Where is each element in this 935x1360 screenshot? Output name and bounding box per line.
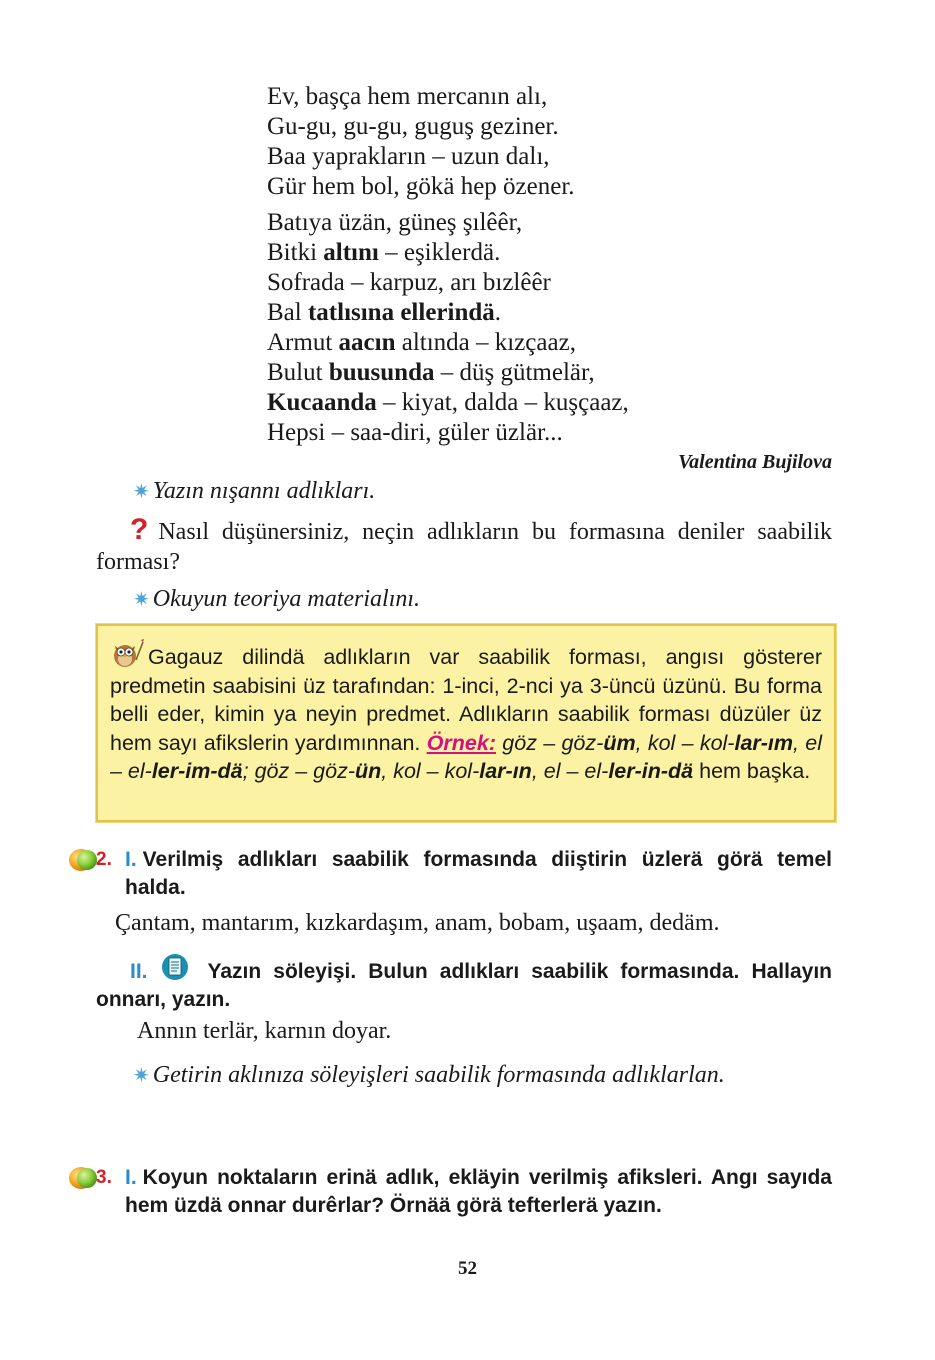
exercise-2 bbox=[96, 846, 832, 1091]
theory-closing: hem başka. bbox=[693, 759, 811, 783]
poem-text: Bulut bbox=[267, 359, 329, 386]
notebook-icon bbox=[162, 952, 188, 982]
poem-bold-word: aacın bbox=[338, 329, 396, 356]
poem-text: – eşiklerdä. bbox=[378, 239, 501, 266]
poem-text: Armut bbox=[267, 329, 339, 356]
poem-line bbox=[267, 418, 629, 448]
example-affix: ler-im-dä bbox=[151, 759, 243, 783]
poem-line bbox=[267, 358, 629, 388]
task-write-signs-text: Yazın nışannı adlıkları. bbox=[152, 478, 376, 504]
poem-text: – kiyat, dalda – kuşçaaz, bbox=[376, 389, 629, 416]
poem-text: Batıya üzän, güneş şılêêr, bbox=[267, 209, 523, 236]
poem-stanza-2 bbox=[267, 208, 629, 448]
exercise-2-extra-task-text: Getirin aklınıza söleyişleri saabilik formasında adlıklarlan. bbox=[152, 1062, 725, 1088]
example-word: , kol – kol- bbox=[635, 730, 735, 755]
question bbox=[96, 515, 832, 577]
exercise-3-part-1-text: Koyun noktaların erinä adlık, ekläyin verilmiş afiksleri. Angı sayıda hem üzdä onnar durêrlar? Örnää görä tefterlerä yazın. bbox=[125, 1166, 832, 1217]
task-read-theory-text: Okuyun teoriya materialını. bbox=[152, 586, 421, 612]
question-text: Nasıl düşünersiniz, neçin adlıkların bu formasına deniler saabilik forması? bbox=[96, 519, 832, 575]
exercise-2-part-1-text: Verilmiş adlıkları saabilik formasında diiştirin üzlerä görä temel halda. bbox=[125, 848, 832, 899]
poem-line bbox=[267, 388, 629, 418]
poem-text: Bitki bbox=[267, 239, 324, 266]
poem-bold-word: tatlısına ellerindä bbox=[307, 299, 495, 326]
poem-line bbox=[267, 238, 629, 268]
poem-line: Baa yaprakların – uzun dalı, bbox=[267, 143, 550, 170]
poem-text: . bbox=[494, 299, 502, 326]
poem-bold-word: Kucaanda bbox=[267, 389, 377, 416]
star-icon: ✷ bbox=[133, 589, 150, 611]
task-read-theory bbox=[133, 586, 420, 613]
question-mark-icon: ? bbox=[130, 513, 149, 546]
exercise-badge-icon bbox=[68, 848, 120, 872]
poem-line bbox=[267, 268, 629, 298]
poem-bold-word: altını bbox=[323, 239, 379, 266]
poem-author: Valentina Bujilova bbox=[678, 451, 832, 473]
page-number: 52 bbox=[458, 1258, 477, 1279]
example-label: Örnek: bbox=[426, 730, 497, 755]
exercise-3-part-1-instruction bbox=[96, 1164, 832, 1220]
example-affix: lar-ın bbox=[479, 759, 532, 783]
poem-line: Gür hem bol, gökä hep özener. bbox=[267, 173, 575, 200]
poem-line bbox=[267, 208, 629, 238]
poem-stanza-1 bbox=[267, 82, 629, 202]
exercise-3-number: 3. bbox=[96, 1167, 112, 1188]
exercise-2-part-1-instruction bbox=[96, 846, 832, 902]
exercise-3-part-1-roman: I. bbox=[125, 1166, 137, 1189]
example-affix: lar-ım bbox=[734, 730, 794, 755]
exercise-2-part-1-roman: I. bbox=[125, 848, 137, 871]
star-icon: ✷ bbox=[133, 1065, 150, 1087]
poem-line: Gu-gu, gu-gu, guguş geziner. bbox=[267, 113, 559, 140]
exercise-2-extra-task bbox=[96, 1060, 832, 1091]
poem-text: Bal bbox=[267, 299, 308, 326]
owl-icon bbox=[110, 638, 144, 668]
poem-text: – düş gütmelär, bbox=[434, 359, 595, 386]
exercise-2-number: 2. bbox=[96, 849, 112, 870]
poem bbox=[267, 82, 629, 454]
saying: Annın terlär, karnın doyar. bbox=[137, 1018, 392, 1044]
exercise-2-part-2-roman: II. bbox=[130, 960, 148, 983]
example-affix: ün bbox=[354, 759, 382, 783]
theory-box bbox=[96, 624, 836, 822]
poem-line: Ev, başça hem mercanın alı, bbox=[267, 83, 548, 110]
exercise-badge-icon bbox=[68, 1166, 120, 1190]
exercise-3 bbox=[96, 1164, 832, 1220]
example-word: ; göz – göz- bbox=[242, 759, 355, 783]
example-word: göz – göz- bbox=[496, 730, 604, 755]
example-word: , kol – kol- bbox=[381, 759, 480, 783]
exercise-2-words: Çantam, mantarım, kızkardaşım, anam, bobam, uşaam, dedäm. bbox=[115, 910, 720, 936]
poem-text: Hepsi – saa-diri, güler üzlär... bbox=[267, 419, 563, 446]
poem-text: altında – kızçaaz, bbox=[395, 329, 576, 356]
exercise-2-part-2-instruction bbox=[96, 952, 832, 1014]
poem-line bbox=[267, 298, 629, 328]
exercise-2-part-2-text: Yazın söleyişi. Bulun adlıkları saabilik formasında. Hallayın onnarı, yazın. bbox=[96, 960, 832, 1011]
example-affix: üm bbox=[603, 730, 636, 755]
theory-intro: Gagauz dilindä adlıkların var saabilik forması, angısı gösterer predmetin saabisini üz tarafından: 1-inci, 2-nci ya 3-üncü üzünü. Bu forma belli eder, kimin ya neyin predmet. Adlıkların saabilik forması düzüler üz hem sayı afikslerin yardımınnan. bbox=[110, 645, 822, 755]
poem-text: Sofrada – karpuz, arı bızlêêr bbox=[267, 269, 551, 296]
task-write-signs bbox=[133, 478, 375, 505]
example-word: , el – el- bbox=[531, 759, 609, 783]
poem-bold-word: buusunda bbox=[328, 359, 435, 386]
example-word: , el – el- bbox=[110, 730, 823, 783]
example-affix: ler-in-dä bbox=[608, 759, 694, 783]
star-icon: ✷ bbox=[133, 481, 150, 503]
poem-line bbox=[267, 328, 629, 358]
